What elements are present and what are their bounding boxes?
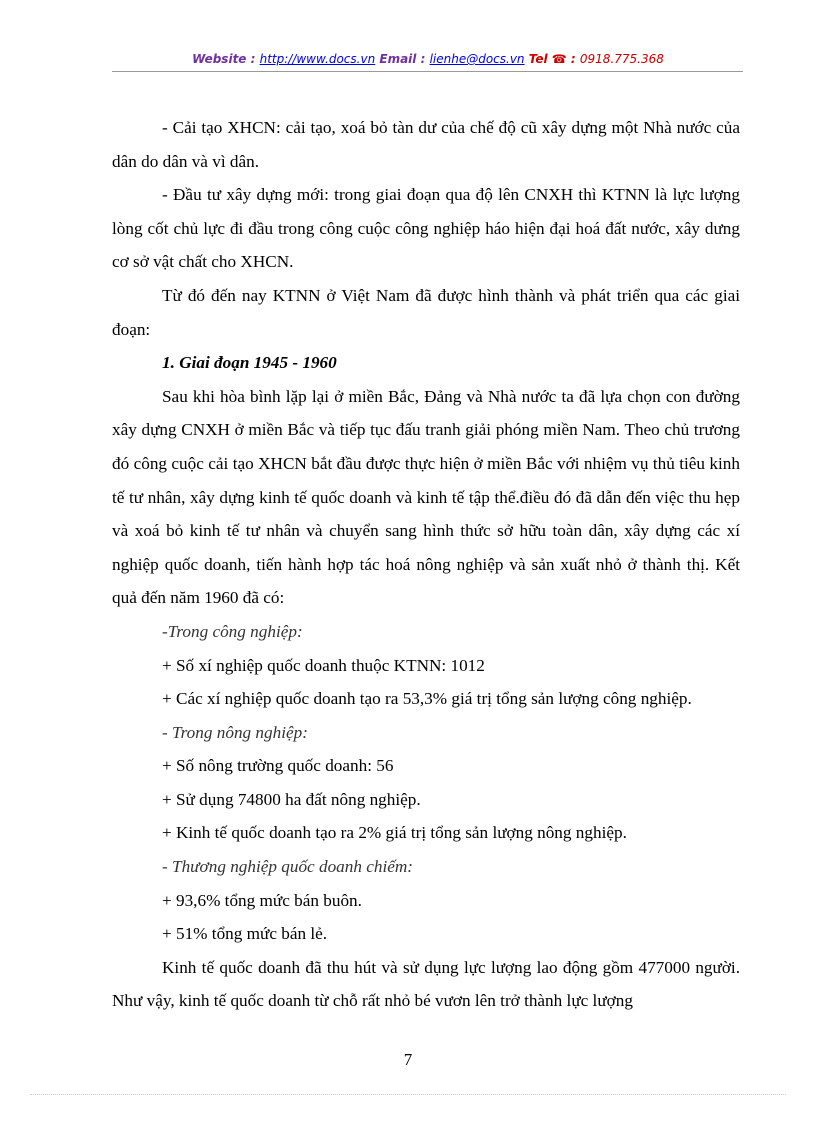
section-paragraph: Sau khi hòa bình lặp lại ở miền Bắc, Đảng và Nhà nước ta đã lựa chọn con đường xây dựng CNXH ở miền Bắc và tiếp tục đấu tranh giải phóng miền Nam. Theo chủ trương đó công cuộc cải tạo XHCN bắt đầu được thực hiện ở miền Bắc với nhiệm vụ thủ tiêu kinh tế tư nhân, xây dựng kinh tế quốc doanh và kinh tế tập thể.điều đó đã dẫn đến việc thu hẹp và xoá bỏ kinh tế tư nhân và chuyển sang hình thức sở hữu toàn dân, xây dựng các xí nghiệp quốc doanh, tiến hành hợp tác hoá nông nghiệp và sản xuất nhỏ ở thành thị. Kết quả đến năm 1960 đã có: [112, 386, 740, 608]
page-bottom-border [30, 1094, 786, 1095]
header-rule [112, 71, 743, 72]
closing-paragraph: Kinh tế quốc doanh đã thu hút và sử dụng lực lượng lao động gồm 477000 người. Như vậy, kinh tế quốc doanh từ chỗ rất nhỏ bé vươn lên trở thành lực lượng [112, 957, 740, 1011]
list-item: + Kinh tế quốc doanh tạo ra 2% giá trị tổng sản lượng nông nghiệp. [162, 823, 627, 843]
paragraph-reform: - Cải tạo XHCN: cải tạo, xoá bỏ tàn dư của chế độ cũ xây dựng một Nhà nước của dân do dân và vì dân. [112, 118, 740, 171]
list-item: + Các xí nghiệp quốc doanh tạo ra 53,3% giá trị tổng sản lượng công nghiệp. [162, 689, 692, 709]
agriculture-heading: - Trong nông nghiệp: [162, 722, 308, 742]
list-item: + Số xí nghiệp quốc doanh thuộc KTNN: 1012 [162, 655, 485, 675]
commerce-heading: - Thương nghiệp quốc doanh chiếm: [162, 857, 414, 877]
list-item: + 51% tổng mức bán lẻ. [162, 924, 328, 944]
list-item: + 93,6% tổng mức bán buôn. [162, 890, 362, 910]
section-heading: 1. Giai đoạn 1945 - 1960 [162, 353, 337, 373]
industry-heading: -Trong công nghiệp: [162, 621, 303, 641]
list-item: + Sử dụng 74800 ha đất nông nghiệp. [162, 789, 421, 809]
paragraph-stages: Từ đó đến nay KTNN ở Việt Nam đã được hình thành và phát triển qua các giai đoạn: [112, 285, 740, 339]
document-body [112, 111, 740, 1018]
website-label: Website : [192, 52, 260, 66]
page-number: 7 [403, 1050, 413, 1069]
list-item: + Số nông trường quốc doanh: 56 [162, 756, 394, 776]
page-header [112, 50, 744, 72]
email-label: Email : [379, 52, 430, 66]
tel-number: 0918.775.368 [579, 52, 664, 66]
website-link[interactable]: http://www.docs.vn [259, 52, 376, 66]
paragraph-investment: - Đầu tư xây dựng mới: trong giai đoạn qua độ lên CNXH thì KTNN là lực lượng lòng cốt chủ lực đi đầu trong công cuộc công nghiệp háo hiện đại hoá đất nước, xây dưng cơ sở vật chất cho XHCN. [112, 185, 740, 272]
email-link[interactable]: lienhe@docs.vn [429, 52, 525, 66]
tel-label: Tel ☎ : [528, 52, 580, 66]
